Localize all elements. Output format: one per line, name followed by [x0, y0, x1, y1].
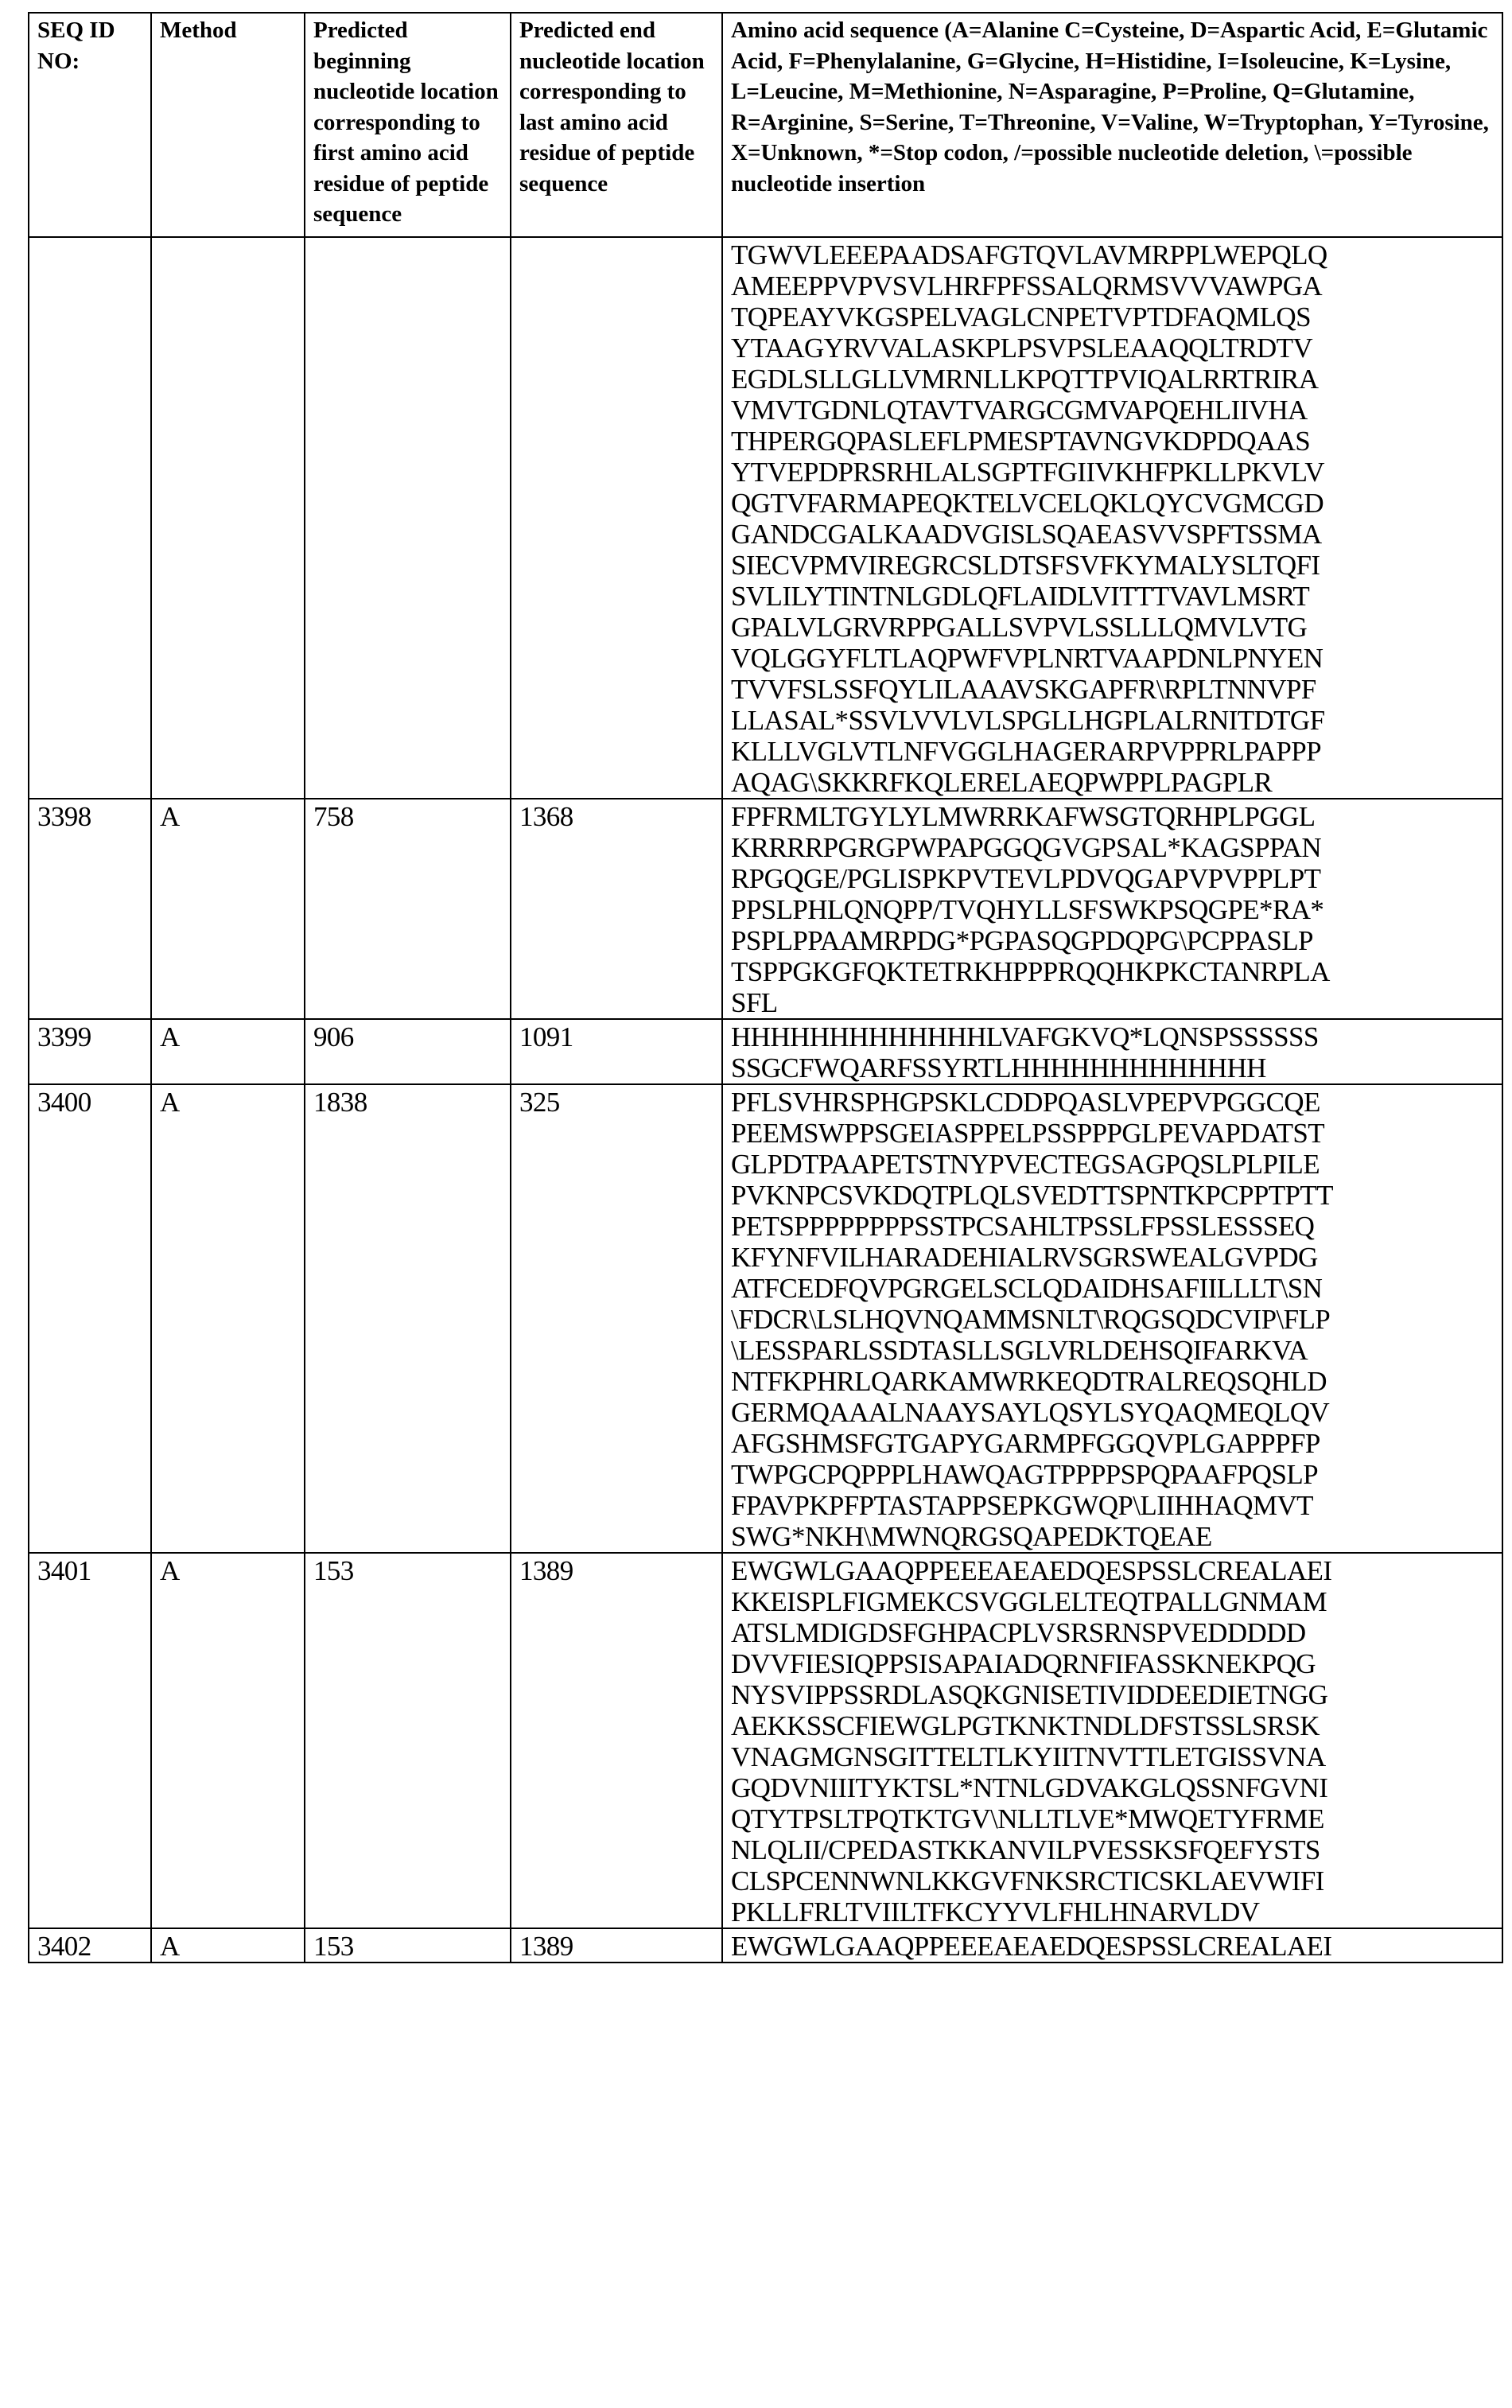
end-location-cell: 1091 — [511, 1019, 722, 1084]
sequence-line: SIECVPMVIREGRCSLDTSFSVFKYMALYSLTQFI — [731, 550, 1494, 581]
sequence-line: THPERGQPASLEFLPMESPTAVNGVKDPDQAAS — [731, 426, 1494, 457]
sequence-line: EWGWLGAAQPPEEEAEAEDQESPSSLCREALAEI — [731, 1555, 1494, 1586]
sequence-line: SWG*NKH\MWNQRGSQAPEDKTQEAE — [731, 1521, 1494, 1552]
end-location-cell: 1389 — [511, 1928, 722, 1963]
sequence-line: EGDLSLLGLLVMRNLLKPQTTPVIQALRRTRIRA — [731, 364, 1494, 395]
begin-location-cell: 906 — [305, 1019, 511, 1084]
method-cell: A — [151, 1019, 305, 1084]
table-body — [29, 237, 1502, 1963]
header-row — [29, 13, 1502, 237]
sequence-line: NYSVIPPSSRDLASQKGNISETIVIDDEEDIETNGG — [731, 1679, 1494, 1710]
begin-location-cell: 153 — [305, 1553, 511, 1928]
method-cell: A — [151, 1928, 305, 1963]
begin-location-cell: 1838 — [305, 1084, 511, 1553]
sequence-line: GANDCGALKAADVGISLSQAEASVVSPFTSSMA — [731, 519, 1494, 550]
sequence-line: TWPGCPQPPPLHAWQAGTPPPPSPQPAAFPQSLP — [731, 1459, 1494, 1490]
sequence-line: FPAVPKPFPTASTAPPSEPKGWQP\LIIHHAQMVT — [731, 1490, 1494, 1521]
sequence-line: HHHHHHHHHHHHHLVAFGKVQ*LQNSPSSSSSS — [731, 1021, 1494, 1052]
sequence-line: KFYNFVILHARADEHIALRVSGRSWEALGVPDG — [731, 1242, 1494, 1273]
seq-id-cell: 3400 — [29, 1084, 151, 1553]
sequence-line: LLASAL*SSVLVVLVLSPGLLHGPLALRNITDTGF — [731, 705, 1494, 736]
sequence-line: EWGWLGAAQPPEEEAEAEDQESPSSLCREALAEI — [731, 1931, 1494, 1962]
sequence-cell — [722, 237, 1502, 799]
sequence-cell — [722, 1084, 1502, 1553]
sequence-line: RPGQGE/PGLISPKPVTEVLPDVQGAPVPVPPLPT — [731, 863, 1494, 894]
sequence-line: PPSLPHLQNQPP/TVQHYLLSFSWKPSQGPE*RA* — [731, 894, 1494, 925]
begin-location-cell: 153 — [305, 1928, 511, 1963]
sequence-line: \FDCR\LSLHQVNQAMMSNLT\RQGSQDCVIP\FLP — [731, 1304, 1494, 1335]
seq-id-cell: 3399 — [29, 1019, 151, 1084]
sequence-cell — [722, 1553, 1502, 1928]
sequence-cell — [722, 1928, 1502, 1963]
sequence-line: VMVTGDNLQTAVTVARGCGMVAPQEHLIIVHA — [731, 395, 1494, 426]
sequence-line: PEEMSWPPSGEIASPPELPSSPPPGLPEVAPDATST — [731, 1118, 1494, 1149]
sequence-line: KRRRRPGRGPWPAPGGQGVGPSAL*KAGSPPAN — [731, 832, 1494, 863]
method-cell: A — [151, 799, 305, 1019]
sequence-line: DVVFIESIQPPSISAPAIADQRNFIFASSKNEKPQG — [731, 1648, 1494, 1679]
table-row — [29, 1553, 1502, 1928]
sequence-line: ATFCEDFQVPGRGELSCLQDAIDHSAFIILLLT\SN — [731, 1273, 1494, 1304]
sequence-line: FPFRMLTGYLYLMWRRKAFWSGTQRHPLPGGL — [731, 801, 1494, 832]
sequence-line: PVKNPCSVKDQTPLQLSVEDTTSPNTKPCPPTPTT — [731, 1180, 1494, 1211]
method-cell: A — [151, 1084, 305, 1553]
sequence-line: PETSPPPPPPPPSSTPCSAHLTPSSLFPSSLESSSEQ — [731, 1211, 1494, 1242]
table-row — [29, 1019, 1502, 1084]
sequence-line: TSPPGKGFQKTETRKHPPPRQQHKPKCTANRPLA — [731, 956, 1494, 987]
sequence-line: SFL — [731, 987, 1494, 1018]
end-location-cell: 325 — [511, 1084, 722, 1553]
sequence-line: GQDVNIIITYKTSL*NTNLGDVAKGLQSSNFGVNI — [731, 1772, 1494, 1803]
begin-location-cell: 758 — [305, 799, 511, 1019]
table-row — [29, 1084, 1502, 1553]
header-method: Method — [151, 13, 305, 237]
sequence-line: VNAGMGNSGITTELTLKYIITNVTTLETGISSVNA — [731, 1741, 1494, 1772]
sequence-line: QGTVFARMAPEQKTELVCELQKLQYCVGMCGD — [731, 488, 1494, 519]
method-cell: A — [151, 1553, 305, 1928]
begin-location-cell — [305, 237, 511, 799]
table-row — [29, 1928, 1502, 1963]
sequence-line: SSGCFWQARFSSYRTLHHHHHHHHHHHHH — [731, 1052, 1494, 1083]
seq-id-cell: 3398 — [29, 799, 151, 1019]
sequence-line: GERMQAAALNAAYSAYLQSYLSYQAQMEQLQV — [731, 1397, 1494, 1428]
sequence-line: \LESSPARLSSDTASLLSGLVRLDEHSQIFARKVA — [731, 1335, 1494, 1366]
table-row — [29, 237, 1502, 799]
sequence-line: KKEISPLFIGMEKCSVGGLELTEQTPALLGNMAM — [731, 1586, 1494, 1617]
sequence-line: PFLSVHRSPHGPSKLCDDPQASLVPEPVPGGCQE — [731, 1087, 1494, 1118]
sequence-line: CLSPCENNWNLKKGVFNKSRCTICSKLAEVWIFI — [731, 1865, 1494, 1896]
header-end-location: Predicted end nucleotide location corresponding to last amino acid residue of peptide sequence — [511, 13, 722, 237]
sequence-line: AQAG\SKKRFKQLERELAEQPWPPLPAGPLR — [731, 767, 1494, 798]
sequence-line: AEKKSSCFIEWGLPGTKNKTNDLDFSTSSLSRSK — [731, 1710, 1494, 1741]
sequence-line: NLQLII/CPEDASTKKANVILPVESSKSFQEFYSTS — [731, 1834, 1494, 1865]
sequence-line: TGWVLEEEPAADSAFGTQVLAVMRPPLWEPQLQ — [731, 239, 1494, 270]
sequence-table — [28, 12, 1503, 1963]
sequence-line: PKLLFRLTVIILTFKCYYVLFHLHNARVLDV — [731, 1896, 1494, 1928]
sequence-line: SVLILYTINTNLGDLQFLAIDLVITTTVAVLMSRT — [731, 581, 1494, 612]
end-location-cell: 1368 — [511, 799, 722, 1019]
sequence-line: PSPLPPAAMRPDG*PGPASQGPDQPG\PCPPASLP — [731, 925, 1494, 956]
sequence-line: GLPDTPAAPETSTNYPVECTEGSAGPQSLPLPILE — [731, 1149, 1494, 1180]
header-begin-location: Predicted beginning nucleotide location corresponding to first amino acid residue of peptide sequence — [305, 13, 511, 237]
sequence-line: NTFKPHRLQARKAMWRKEQDTRALREQSQHLD — [731, 1366, 1494, 1397]
end-location-cell — [511, 237, 722, 799]
sequence-line: KLLLVGLVTLNFVGGLHAGERARPVPPRLPAPPP — [731, 736, 1494, 767]
table-row — [29, 799, 1502, 1019]
seq-id-cell: 3402 — [29, 1928, 151, 1963]
sequence-line: YTAAGYRVVALASKPLPSVPSLEAAQQLTRDTV — [731, 333, 1494, 364]
header-seq-id: SEQ ID NO: — [29, 13, 151, 237]
sequence-line: ATSLMDIGDSFGHPACPLVSRSRNSPVEDDDDD — [731, 1617, 1494, 1648]
sequence-line: VQLGGYFLTLAQPWFVPLNRTVAAPDNLPNYEN — [731, 643, 1494, 674]
sequence-cell — [722, 799, 1502, 1019]
sequence-line: GPALVLGRVRPPGALLSVPVLSSLLLQMVLVTG — [731, 612, 1494, 643]
sequence-line: AMEEPPVPVSVLHRFPFSSALQRMSVVVAWPGA — [731, 270, 1494, 301]
sequence-line: AFGSHMSFGTGAPYGARMPFGGQVPLGAPPPFP — [731, 1428, 1494, 1459]
sequence-line: TQPEAYVKGSPELVAGLCNPETVPTDFAQMLQS — [731, 301, 1494, 333]
method-cell — [151, 237, 305, 799]
header-amino-acid-sequence: Amino acid sequence (A=Alanine C=Cysteine, D=Aspartic Acid, E=Glutamic Acid, F=Phenylalanine, G=Glycine, H=Histidine, I=Isoleucine, K=Lysine, L=Leucine, M=Methionine, N=Asparagine, P=Proline, Q=Glutamine, R=Arginine, S=Serine, T=Threonine, V=Valine, W=Tryptophan, Y=Tyrosine, X=Unknown, *=Stop codon, /=possible nucleotide deletion, \=possible nucleotide insertion — [722, 13, 1502, 237]
seq-id-cell — [29, 237, 151, 799]
sequence-line: YTVEPDPRSRHLALSGPTFGIIVKHFPKLLPKVLV — [731, 457, 1494, 488]
end-location-cell: 1389 — [511, 1553, 722, 1928]
sequence-cell — [722, 1019, 1502, 1084]
sequence-line: TVVFSLSSFQYLILAAAVSKGAPFR\RPLTNNVPF — [731, 674, 1494, 705]
seq-id-cell: 3401 — [29, 1553, 151, 1928]
sequence-line: QTYTPSLTPQTKTGV\NLLTLVE*MWQETYFRME — [731, 1803, 1494, 1834]
